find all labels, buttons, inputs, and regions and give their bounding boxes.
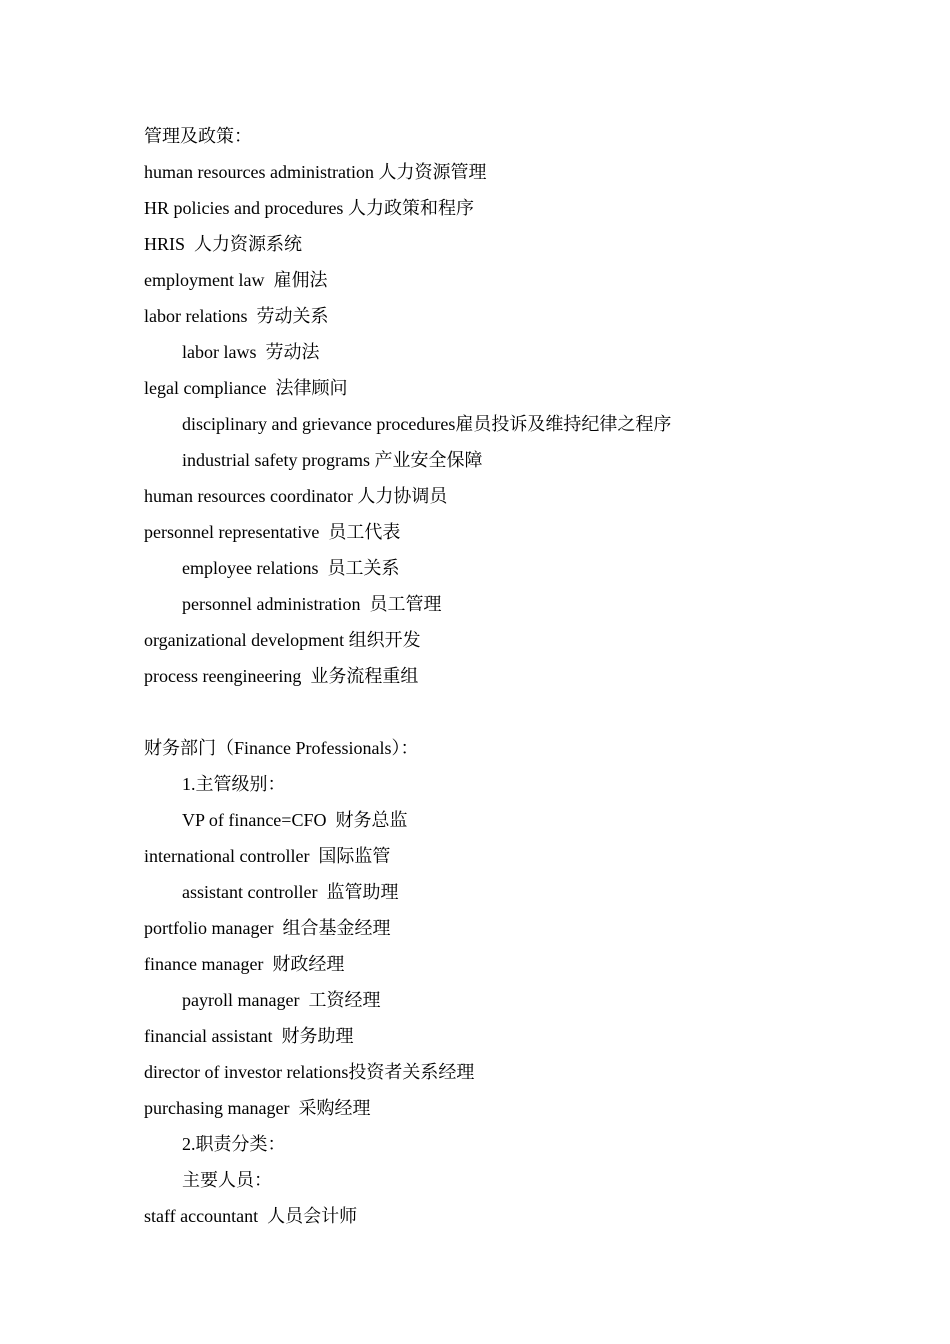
text-line: employment law 雇佣法: [144, 270, 328, 290]
text-line: portfolio manager 组合基金经理: [144, 918, 391, 938]
text-line: purchasing manager 采购经理: [144, 1098, 371, 1118]
text-line: labor laws 劳动法: [182, 342, 320, 362]
text-line: assistant controller 监管助理: [182, 882, 399, 902]
text-line: staff accountant 人员会计师: [144, 1206, 358, 1226]
text-line: payroll manager 工资经理: [182, 990, 381, 1010]
text-line: personnel representative 员工代表: [144, 522, 401, 542]
text-line: financial assistant 财务助理: [144, 1026, 354, 1046]
text-line: process reengineering 业务流程重组: [144, 666, 419, 686]
text-line: HR policies and procedures 人力政策和程序: [144, 198, 474, 218]
text-line: VP of finance=CFO 财务总监: [182, 810, 408, 830]
text-line: human resources administration 人力资源管理: [144, 162, 487, 182]
text-line: personnel administration 员工管理: [182, 594, 442, 614]
text-line: industrial safety programs 产业安全保障: [182, 450, 483, 470]
subsection-heading: 1.主管级别：: [182, 774, 286, 794]
subsection-heading: 主要人员：: [182, 1170, 272, 1190]
text-line: human resources coordinator 人力协调员: [144, 486, 448, 506]
text-line: director of investor relations投资者关系经理: [144, 1062, 475, 1082]
subsection-heading: 2.职责分类：: [182, 1134, 286, 1154]
text-line: labor relations 劳动关系: [144, 306, 329, 326]
text-line: international controller 国际监管: [144, 846, 391, 866]
text-line: disciplinary and grievance procedures雇员投诉及维持纪律之程序: [182, 414, 672, 434]
text-line: legal compliance 法律顾问: [144, 378, 348, 398]
text-line: organizational development 组织开发: [144, 630, 421, 650]
text-line: employee relations 员工关系: [182, 558, 400, 578]
text-line: 管理及政策：: [144, 126, 252, 146]
section-heading: 财务部门（Finance Professionals）：: [144, 738, 419, 758]
text-line: finance manager 财政经理: [144, 954, 345, 974]
text-line: HRIS 人力资源系统: [144, 234, 303, 254]
